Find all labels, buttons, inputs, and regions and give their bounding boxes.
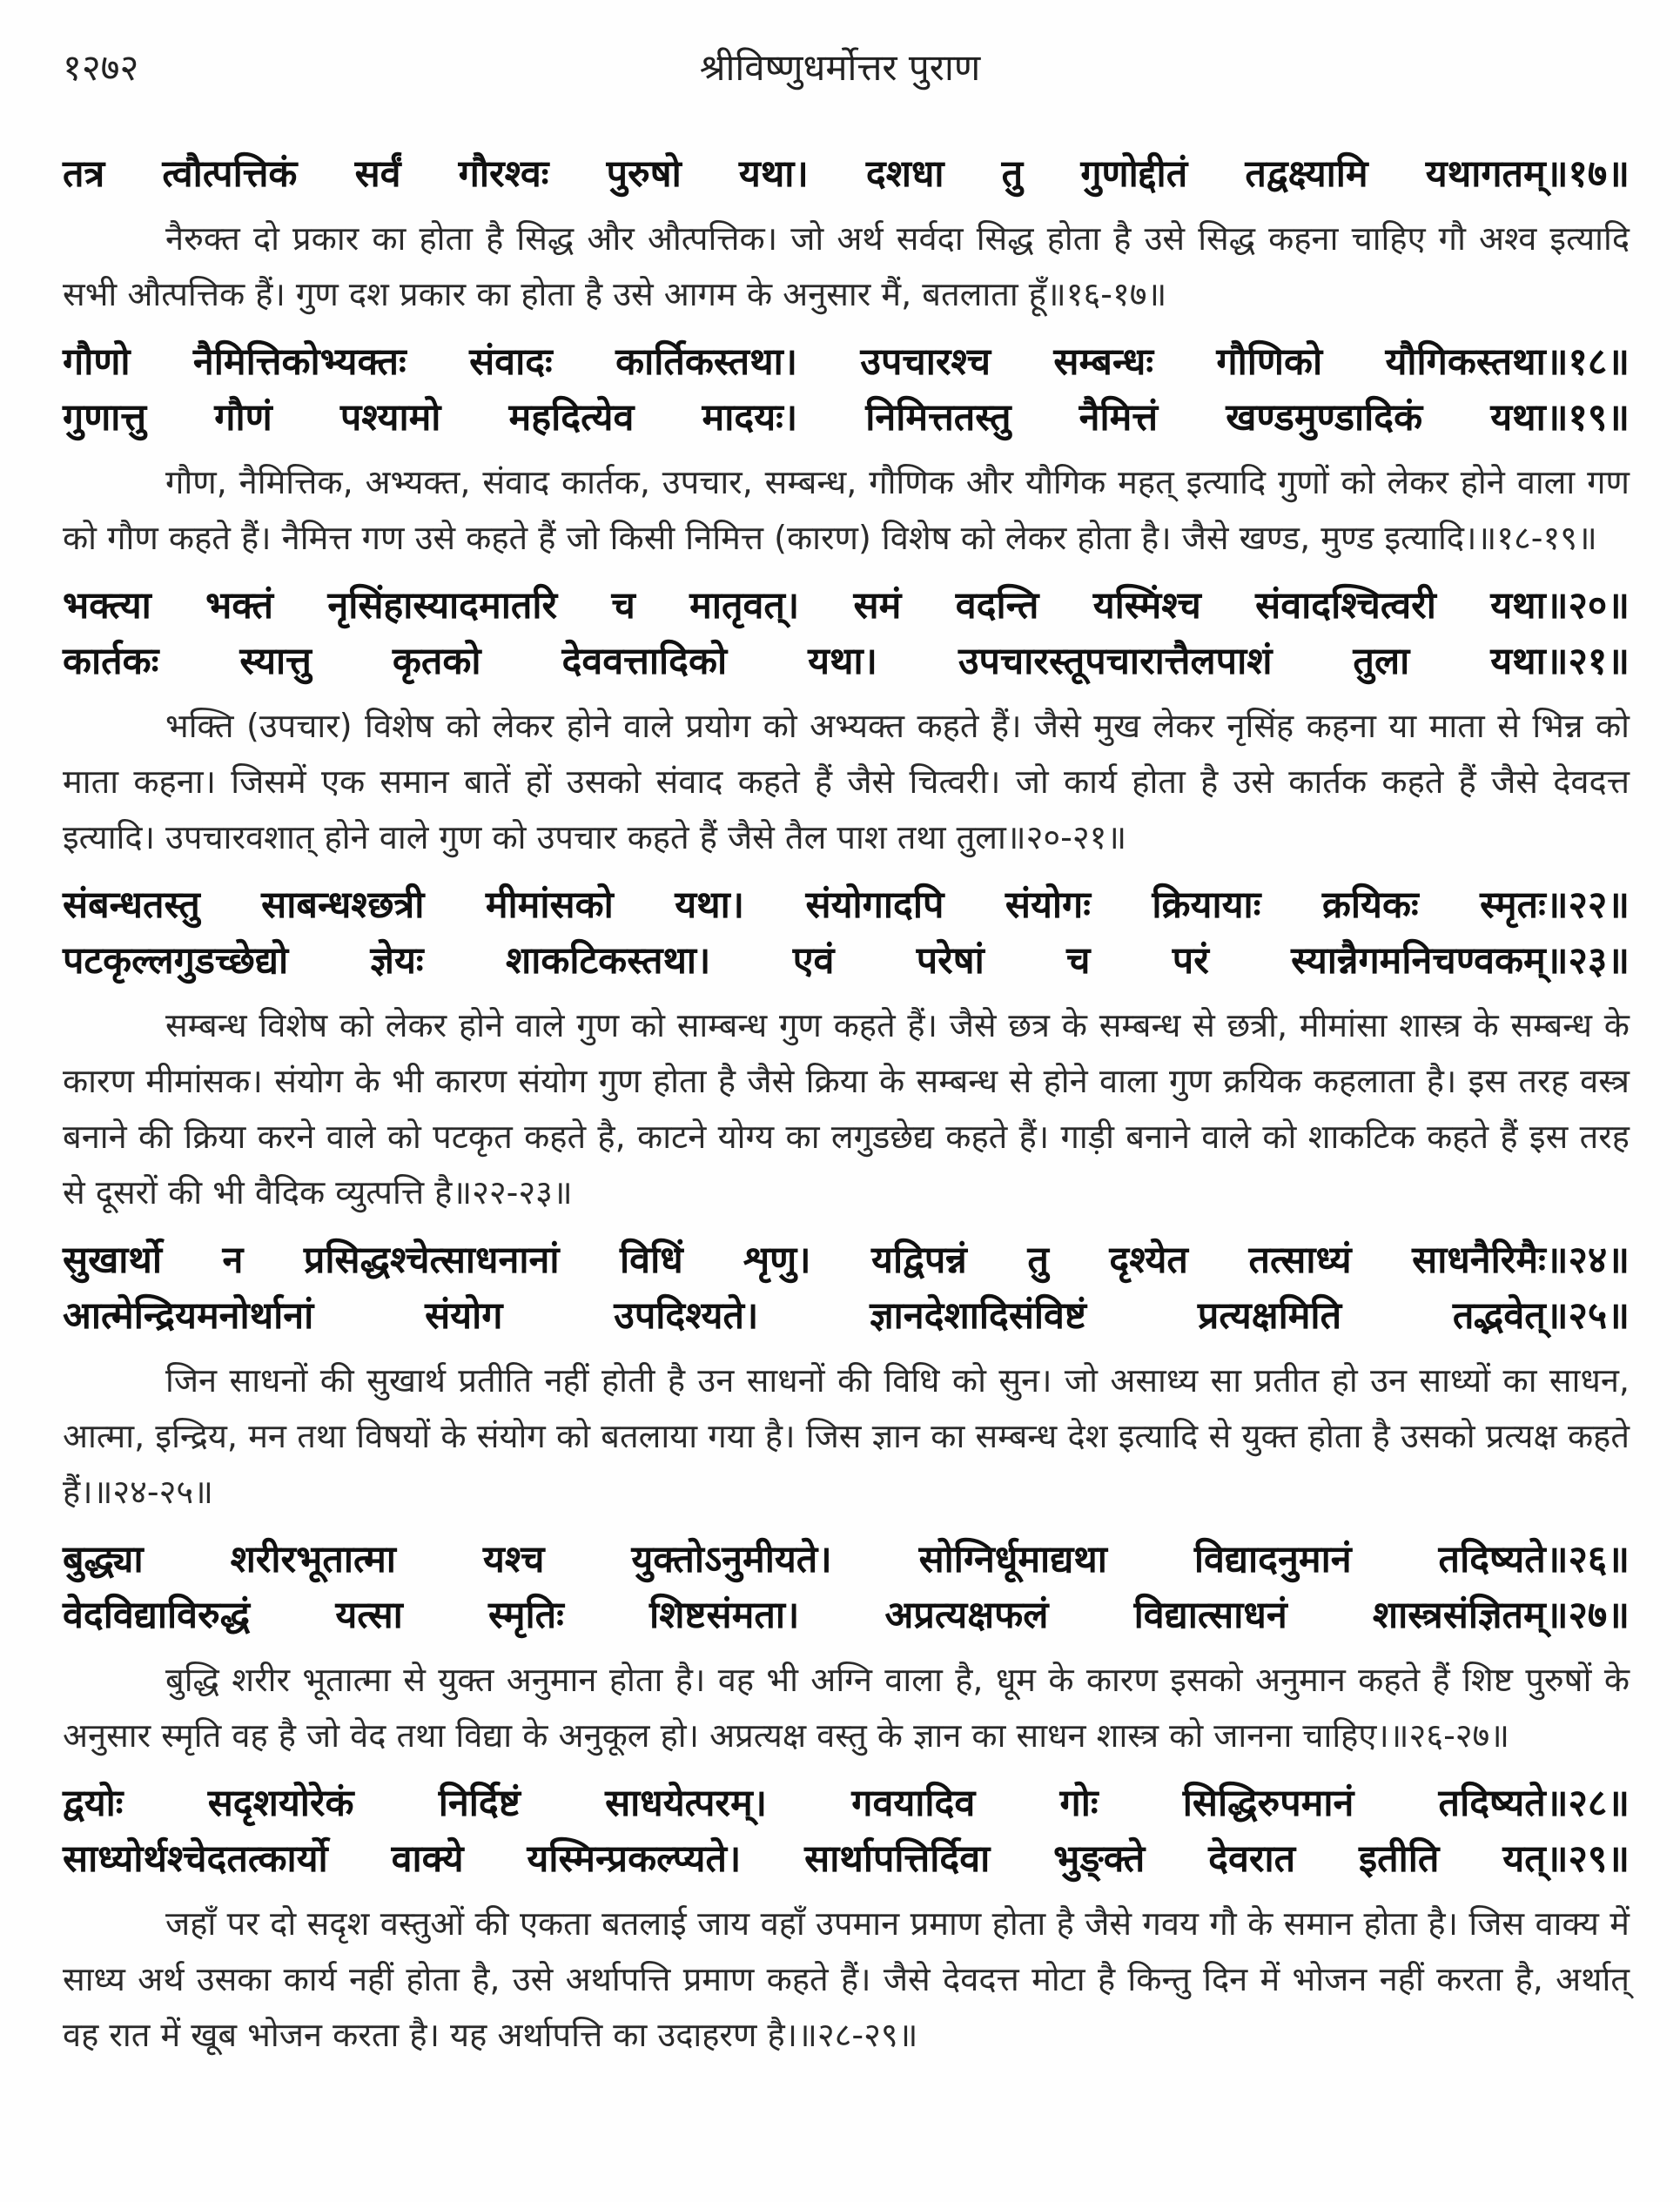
verse-group	[63, 877, 1630, 989]
sanskrit-verse: गुणात्तु गौणं पश्यामो महदित्येव मादयः। निमित्ततस्तु नैमित्तं खण्डमुण्डादिकं यथा॥१९॥	[63, 396, 1630, 440]
hindi-translation: सम्बन्ध विशेष को लेकर होने वाले गुण को साम्बन्ध गुण कहते हैं। जैसे छत्र के सम्बन्ध से छत्री, मीमांसा शास्त्र के सम्बन्ध के कारण मीमांसक। संयोग के भी कारण संयोग गुण होता है जैसे क्रिया के सम्बन्ध से होने वाला गुण क्रयिक कहलाता है। इस तरह वस्त्र बनाने की क्रिया करने वाले को पटकृत कहते है, काटने योग्य का लगुडछेद्य कहते हैं। गाड़ी बनाने वाले को शाकटिक कहते हैं इस तरह से दूसरों की भी वैदिक व्युत्पत्ति है॥२२-२३॥	[63, 1006, 1630, 1212]
hindi-translation: बुद्धि शरीर भूतात्मा से युक्त अनुमान होता है। वह भी अग्नि वाला है, धूम के कारण इसको अनुमान कहते हैं शिष्ट पुरुषों के अनुसार स्मृति वह है जो वेद तथा विद्या के अनुकूल हो। अप्रत्यक्ष वस्तु के ज्ञान का साधन शास्त्र को जानना चाहिए।॥२६-२७॥	[63, 1661, 1630, 1755]
verse-group	[63, 1532, 1630, 1643]
hindi-translation: भक्ति (उपचार) विशेष को लेकर होने वाले प्रयोग को अभ्यक्त कहते हैं। जैसे मुख लेकर नृसिंह कहना या माता से भिन्न को माता कहना। जिसमें एक समान बातें हों उसको संवाद कहते हैं जैसे चित्वरी। जो कार्य होता है उसे कार्तक कहते हैं जैसे देवदत्त इत्यादि। उपचारवशात् होने वाले गुण को उपचार कहते हैं जैसे तैल पाश तथा तुला॥२०-२१॥	[63, 707, 1630, 856]
sanskrit-verse: भक्त्या भक्तं नृसिंहास्यादमातरि च मातृवत्। समं वदन्ति यस्मिंश्च संवादश्चित्वरी यथा॥२०॥	[63, 584, 1630, 628]
running-head	[63, 42, 1617, 103]
verse-group	[63, 1776, 1630, 1887]
hindi-translation: जहाँ पर दो सदृश वस्तुओं की एकता बतलाई जाय वहाँ उपमान प्रमाण होता है जैसे गवय गौ के समान होता है। जिस वाक्य में साध्य अर्थ उसका कार्य नहीं होता है, उसे अर्थापत्ति प्रमाण कहते हैं। जैसे देवदत्त मोटा है किन्तु दिन में भोजन नहीं करता है, अर्थात् वह रात में खूब भोजन करता है। यह अर्थापत्ति का उदाहरण है।॥२८-२९॥	[63, 1904, 1630, 2054]
sanskrit-verse: संबन्धतस्तु साबन्धश्छत्री मीमांसको यथा। संयोगादपि संयोगः क्रियायाः क्रयिकः स्मृतः॥२२॥	[63, 883, 1630, 927]
page-body	[63, 146, 1630, 2075]
page-number: १२७२	[63, 46, 139, 89]
sanskrit-verse: साध्योर्थश्चेदतत्कार्यो वाक्ये यस्मिन्प्रकल्प्यते। सार्थापत्तिर्दिवा भुङ्क्ते देवरात इतीति यत्॥२९॥	[63, 1837, 1630, 1881]
sanskrit-verse: पटकृल्लगुडच्छेद्यो ज्ञेयः शाकटिकस्तथा। एवं परेषां च परं स्यान्नैगमनिचण्वकम्॥२३॥	[63, 939, 1630, 983]
hindi-translation: गौण, नैमित्तिक, अभ्यक्त, संवाद कार्तक, उपचार, सम्बन्ध, गौणिक और यौगिक महत् इत्यादि गुणों को लेकर होने वाला गण को गौण कहते हैं। नैमित्त गण उसे कहते हैं जो किसी निमित्त (कारण) विशेष को लेकर होता है। जैसे खण्ड, मुण्ड इत्यादि।॥१८-१९॥	[63, 463, 1630, 557]
sanskrit-verse: वेदविद्याविरुद्धं यत्सा स्मृतिः शिष्टसंमता। अप्रत्यक्षफलं विद्यात्साधनं शास्त्रसंज्ञितम्॥२७॥	[63, 1594, 1630, 1637]
running-title: श्रीविष्णुधर्मोत्तर पुराण	[699, 46, 981, 89]
sanskrit-verse: आत्मेन्द्रियमनोर्थानां संयोग उपदिश्यते। ज्ञानदेशादिसंविष्टं प्रत्यक्षमिति तद्भवेत्॥२५॥	[63, 1294, 1630, 1338]
sanskrit-verse: गौणो नैमित्तिकोभ्यक्तः संवादः कार्तिकस्तथा। उपचारश्च सम्बन्धः गौणिको यौगिकस्तथा॥१८॥	[63, 340, 1630, 384]
verse-group	[63, 334, 1630, 446]
verse-group	[63, 578, 1630, 689]
sanskrit-verse: कार्तकः स्यात्तु कृतको देववत्तादिको यथा। उपचारस्तूपचारात्तैलपाशं तुला यथा॥२१॥	[63, 640, 1630, 683]
verse-group	[63, 146, 1630, 202]
hindi-translation: नैरुक्त दो प्रकार का होता है सिद्ध और औत्पत्तिक। जो अर्थ सर्वदा सिद्ध होता है उसे सिद्ध कहना चाहिए गौ अश्व इत्यादि सभी औत्पत्तिक हैं। गुण दश प्रकार का होता है उसे आगम के अनुसार मैं, बतलाता हूँ॥१६-१७॥	[63, 219, 1630, 313]
sanskrit-verse: तत्र त्वौत्पत्तिकं सर्वं गौरश्वः पुरुषो यथा। दशधा तु गुणोद्दीतं तद्वक्ष्यामि यथागतम्॥१७॥	[63, 152, 1630, 196]
verse-group	[63, 1232, 1630, 1344]
sanskrit-verse: द्वयोः सदृशयोरेकं निर्दिष्टं साधयेत्परम्। गवयादिव गोः सिद्धिरुपमानं तदिष्यते॥२८॥	[63, 1782, 1630, 1825]
sanskrit-verse: सुखार्थो न प्रसिद्धश्चेत्साधनानां विधिं शृणु। यद्विपन्नं तु दृश्येत तत्साध्यं साधनैरिमैः॥२४॥	[63, 1239, 1630, 1282]
hindi-translation: जिन साधनों की सुखार्थ प्रतीति नहीं होती है उन साधनों की विधि को सुन। जो असाध्य सा प्रतीत हो उन साध्यों का साधन, आत्मा, इन्द्रिय, मन तथा विषयों के संयोग को बतलाया गया है। जिस ज्ञान का सम्बन्ध देश इत्यादि से युक्त होता है उसको प्रत्यक्ष कहते हैं।॥२४-२५॥	[63, 1361, 1630, 1511]
sanskrit-verse: बुद्ध्या शरीरभूतात्मा यश्च युक्तोऽनुमीयते। सोग्निर्धूमाद्यथा विद्यादनुमानं तदिष्यते॥२६॥	[63, 1538, 1630, 1581]
